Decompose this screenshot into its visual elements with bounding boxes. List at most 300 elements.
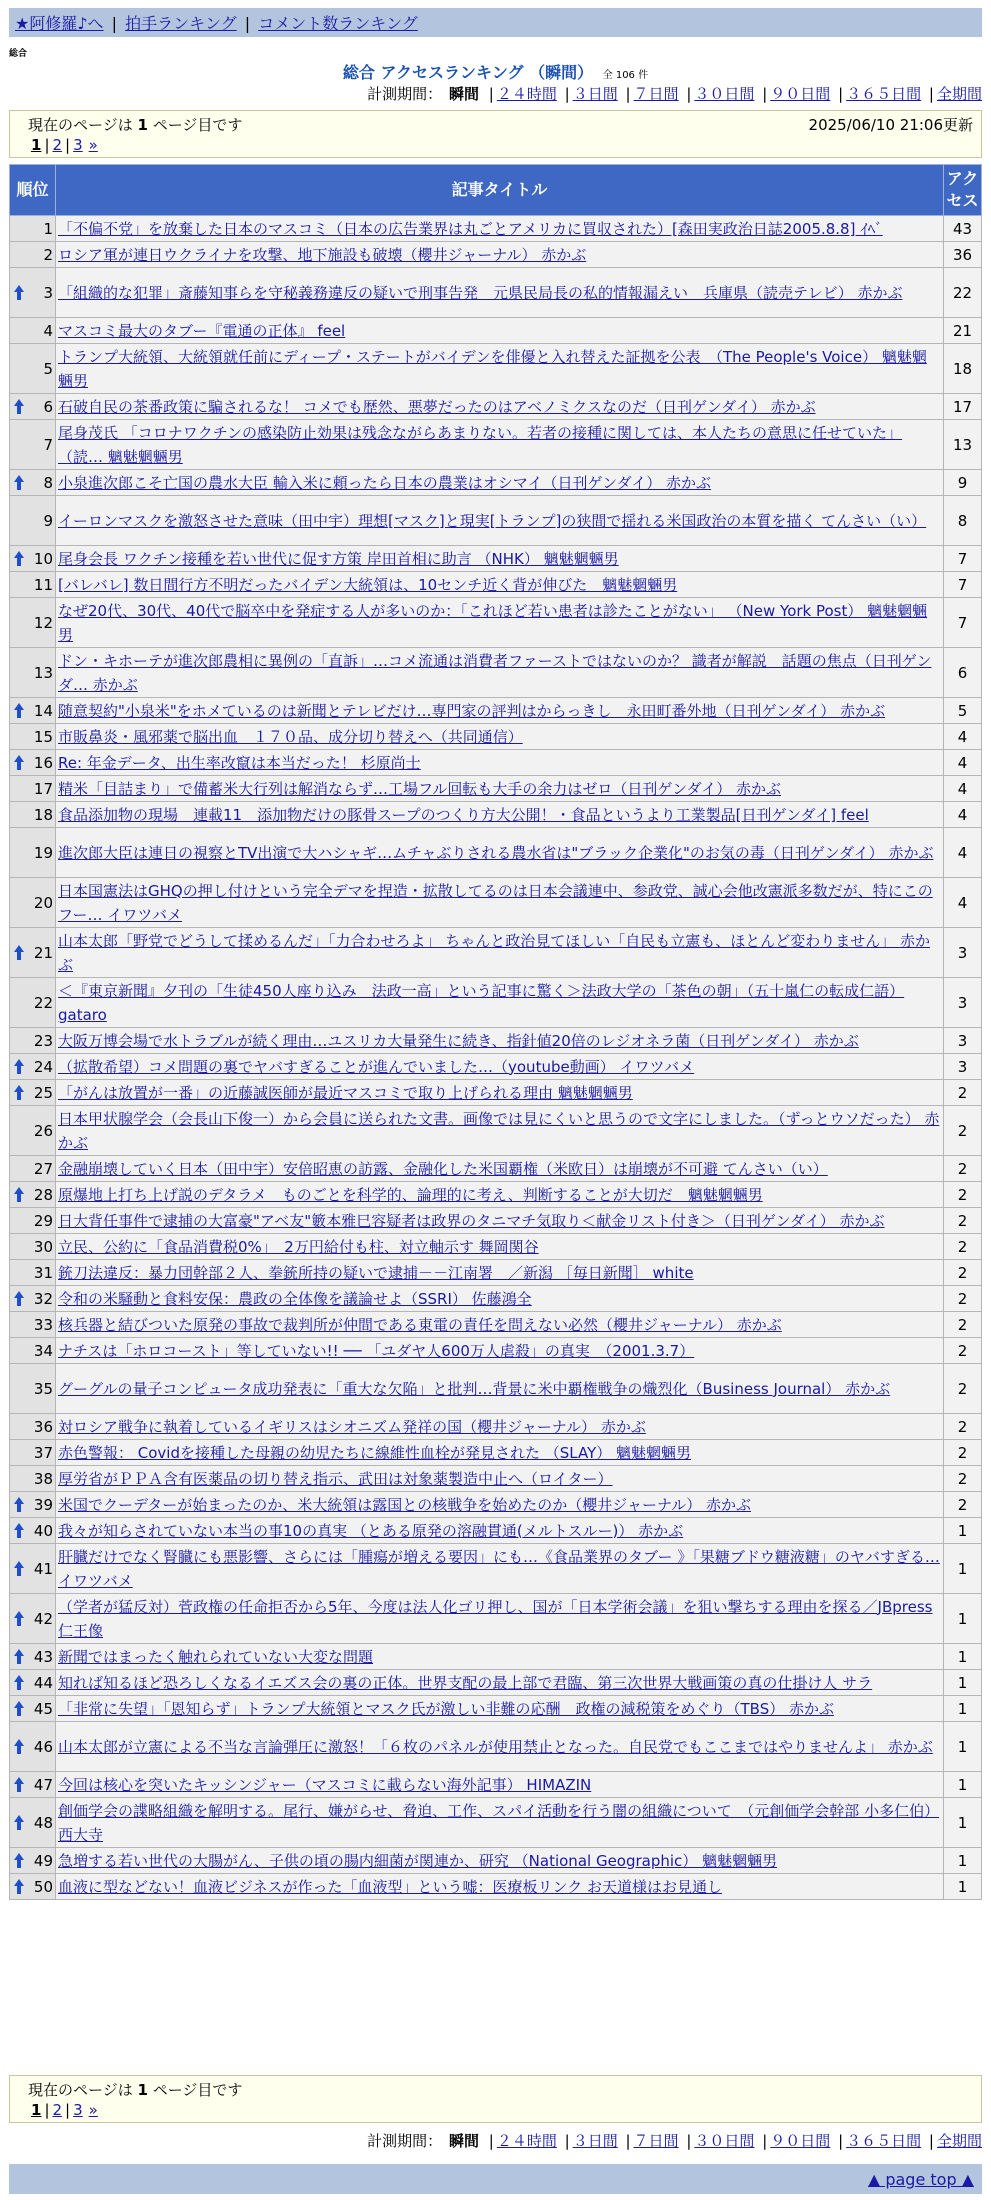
table-header-row bbox=[10, 165, 982, 216]
rank-number: 16 bbox=[33, 753, 53, 772]
title-cell bbox=[56, 1106, 944, 1156]
article-title-link[interactable]: 日大背任事件で逮捕の大富豪"アベ友"籔本雅巳容疑者は政界のタニマチ気取り＜献金リスト付き＞（日刊ゲンダイ） 赤かぶ bbox=[58, 1211, 885, 1230]
period-all-link[interactable]: 全期間 bbox=[936, 2132, 982, 2150]
rank-cell bbox=[10, 776, 56, 802]
period-3d-link[interactable]: ３日間 bbox=[572, 85, 618, 103]
access-count: 4 bbox=[944, 724, 982, 750]
table-row bbox=[10, 1670, 982, 1696]
table-row bbox=[10, 394, 982, 420]
rank-cell bbox=[10, 546, 56, 572]
article-title-link[interactable]: （学者が猛反対）菅政権の任命拒否から5年、今度は法人化ゴリ押し、国が「日本学術会議」を狙い撃ちする理由を探る／JBpress 仁王像 bbox=[58, 1597, 933, 1640]
table-row bbox=[10, 1772, 982, 1798]
period-365d-link[interactable]: ３６５日間 bbox=[846, 2132, 922, 2150]
table-row bbox=[10, 878, 982, 928]
page-status bbox=[28, 2080, 981, 2100]
rank-number: 50 bbox=[33, 1877, 53, 1896]
access-count: 1 bbox=[944, 1772, 982, 1798]
rank-cell bbox=[10, 598, 56, 648]
period-selector-top bbox=[367, 83, 982, 104]
rank-cell bbox=[10, 648, 56, 698]
page-top-link[interactable]: ▲ page top ▲ bbox=[867, 2170, 974, 2189]
rank-header-label: 順位 bbox=[16, 180, 49, 199]
rank-number: 26 bbox=[33, 1121, 53, 1140]
table-row bbox=[10, 1364, 982, 1414]
ranking-table bbox=[9, 164, 982, 1900]
title-cell bbox=[56, 978, 944, 1028]
page-current: 1 bbox=[31, 2101, 42, 2119]
access-count: 1 bbox=[944, 1644, 982, 1670]
rank-number: 32 bbox=[33, 1289, 53, 1308]
rank-number: 35 bbox=[33, 1379, 53, 1398]
article-title-link[interactable]: 対ロシア戦争に執着しているイギリスはシオニズム発祥の国（櫻井ジャーナル） 赤かぶ bbox=[58, 1417, 646, 1436]
rank-number: 46 bbox=[33, 1737, 53, 1756]
nav-separator: | bbox=[244, 14, 251, 33]
article-title-link[interactable]: 食品添加物の現場 連載11 添加物だけの豚骨スープのつくり方大公開！・食品というより工業製品[日刊ゲンダイ] feel bbox=[58, 805, 869, 824]
rank-cell bbox=[10, 1772, 56, 1798]
rank-cell bbox=[10, 1848, 56, 1874]
access-count: 3 bbox=[944, 1028, 982, 1054]
page-title bbox=[0, 60, 991, 83]
rank-cell bbox=[10, 802, 56, 828]
article-title-link[interactable]: ドン・キホーテが進次郎農相に異例の「直訴」…コメ流通は消費者ファーストではないのか？ 識者が解説 話題の焦点（日刊ゲンダ… 赤かぶ bbox=[58, 651, 932, 694]
rank-number: 17 bbox=[33, 779, 53, 798]
rank-cell bbox=[10, 1156, 56, 1182]
rank-number: 11 bbox=[33, 575, 53, 594]
article-title-link[interactable]: ロシア軍が連日ウクライナを攻撃、地下施設も破壊（櫻井ジャーナル） 赤かぶ bbox=[58, 245, 587, 264]
article-title-link[interactable]: 創価学会の諜略組織を解明する。尾行、嫌がらせ、脅迫、工作、スパイ活動を行う闇の組織について （元創価学会幹部 小多仁伯） 西大寺 bbox=[58, 1801, 940, 1844]
rank-up-arrow-icon bbox=[14, 1523, 24, 1539]
access-count: 5 bbox=[944, 698, 982, 724]
table-row bbox=[10, 724, 982, 750]
article-title-link[interactable]: 立民、公約に「食品消費税0%」 2万円給付も柱、対立軸示す 舞岡関谷 bbox=[58, 1237, 539, 1256]
rank-cell bbox=[10, 1798, 56, 1848]
access-count: 2 bbox=[944, 1182, 982, 1208]
period-separator: | bbox=[838, 85, 844, 103]
rank-up-arrow-icon bbox=[14, 755, 24, 771]
article-title-link[interactable]: 石破自民の茶番政策に騙されるな！ コメでも歴然、悪夢だったのはアベノミクスなのだ（日刊ゲンダイ） 赤かぶ bbox=[58, 397, 816, 416]
rank-number: 48 bbox=[33, 1813, 53, 1832]
article-title-link[interactable]: 「非常に失望」「恩知らず」トランプ大統領とマスク氏が激しい非難の応酬 政権の減税策をめぐり（TBS） 赤かぶ bbox=[58, 1699, 834, 1718]
article-title-link[interactable]: グーグルの量子コンピュータ成功発表に「重大な欠陥」と批判…背景に米中覇権戦争の熾烈化（Business Journal） 赤かぶ bbox=[58, 1379, 891, 1398]
title-cell bbox=[56, 724, 944, 750]
access-count: 9 bbox=[944, 470, 982, 496]
table-row bbox=[10, 318, 982, 344]
rank-number: 29 bbox=[33, 1211, 53, 1230]
table-row bbox=[10, 1492, 982, 1518]
rank-up-arrow-icon bbox=[14, 551, 24, 567]
rank-up-arrow-icon bbox=[14, 1187, 24, 1203]
table-row bbox=[10, 1722, 982, 1772]
table-row bbox=[10, 1696, 982, 1722]
article-title-link[interactable]: 日本甲状腺学会（会長山下俊一）から会員に送られた文書。画像では見にくいと思うので文字にしました。（ずっとウソだった） 赤かぶ bbox=[58, 1109, 940, 1152]
rank-cell bbox=[10, 1594, 56, 1644]
rank-number: 40 bbox=[33, 1521, 53, 1540]
access-header-label: アクセス bbox=[946, 169, 979, 210]
article-title-link[interactable]: 「がんは放置が一番」の近藤誠医師が最近マスコミで取り上げられる理由 魑魅魍魎男 bbox=[58, 1083, 633, 1102]
title-cell bbox=[56, 1874, 944, 1900]
rank-number: 5 bbox=[43, 359, 53, 378]
article-title-link[interactable]: ナチスは「ホロコースト」等していない!! ── 「ユダヤ人600万人虐殺」の真実 （2001.3.7） bbox=[58, 1341, 695, 1360]
rank-cell bbox=[10, 242, 56, 268]
rank-cell bbox=[10, 1696, 56, 1722]
article-title-link[interactable]: イーロンマスクを激怒させた意味（田中宇）理想[マスク]と現実[トランプ]の狭間で揺れる米国政治の本質を描く てんさい（い） bbox=[58, 511, 927, 530]
rank-cell bbox=[10, 1364, 56, 1414]
rank-cell bbox=[10, 1874, 56, 1900]
article-title-link[interactable]: 肝臓だけでなく腎臓にも悪影響、さらには「腫瘍が増える要因」にも…《食品業界のタブー 》「果糖ブドウ糖液糖」のヤバすぎる… イワツバメ bbox=[58, 1547, 940, 1590]
access-count: 7 bbox=[944, 546, 982, 572]
access-count: 17 bbox=[944, 394, 982, 420]
table-row bbox=[10, 242, 982, 268]
rank-cell bbox=[10, 928, 56, 978]
title-cell bbox=[56, 1518, 944, 1544]
title-cell bbox=[56, 1260, 944, 1286]
access-count: 1 bbox=[944, 1518, 982, 1544]
comment-ranking-link[interactable]: コメント数ランキング bbox=[258, 14, 418, 33]
rank-number: 44 bbox=[33, 1673, 53, 1692]
title-header bbox=[56, 165, 944, 216]
rank-number: 22 bbox=[33, 993, 53, 1012]
access-count: 2 bbox=[944, 1208, 982, 1234]
title-cell bbox=[56, 1722, 944, 1772]
table-row bbox=[10, 1518, 982, 1544]
rank-cell bbox=[10, 1028, 56, 1054]
rank-cell bbox=[10, 318, 56, 344]
table-row bbox=[10, 344, 982, 394]
article-title-link[interactable]: 今回は核心を突いたキッシンジャー（マスコミに載らない海外記事） HIMAZIN bbox=[58, 1775, 592, 1794]
ranking-rows bbox=[10, 216, 982, 1900]
rank-cell bbox=[10, 1644, 56, 1670]
rank-cell bbox=[10, 216, 56, 242]
category-label: 総合 bbox=[9, 49, 28, 59]
title-cell bbox=[56, 1080, 944, 1106]
title-cell bbox=[56, 648, 944, 698]
rank-number: 19 bbox=[33, 843, 53, 862]
article-title-link[interactable]: トランプ大統領、大統領就任前にディープ・ステートがバイデンを俳優と入れ替えた証拠を公表 （The People's Voice） 魑魅魍魎男 bbox=[58, 347, 927, 390]
table-row bbox=[10, 978, 982, 1028]
article-title-link[interactable]: Re: 年金データ、出生率改竄は本当だった！ 杉原尚士 bbox=[58, 753, 421, 772]
article-title-link[interactable]: 「不偏不党」を放棄した日本のマスコミ（日本の広告業界は丸ごとアメリカに買収された）[森田実政治日誌2005.8.8] ｲﾍﾞ bbox=[58, 219, 883, 238]
rank-up-arrow-icon bbox=[14, 1059, 24, 1075]
table-row bbox=[10, 470, 982, 496]
article-title-link[interactable]: 山本太郎が立憲による不当な言論弾圧に激怒！「６枚のパネルが使用禁止となった。自民党でもここまではやりませんよ」 赤かぶ bbox=[58, 1737, 933, 1756]
article-title-link[interactable]: マスコミ最大のタブー『電通の正体』 feel bbox=[58, 321, 346, 340]
article-title-link[interactable]: 新聞ではまったく触れられていない大変な問題 bbox=[58, 1647, 374, 1666]
access-count: 4 bbox=[944, 828, 982, 878]
rank-cell bbox=[10, 1312, 56, 1338]
access-count: 1 bbox=[944, 1544, 982, 1594]
rank-number: 10 bbox=[33, 549, 53, 568]
access-count: 1 bbox=[944, 1848, 982, 1874]
table-row bbox=[10, 1312, 982, 1338]
rank-cell bbox=[10, 572, 56, 598]
period-separator: | bbox=[488, 85, 494, 103]
title-cell bbox=[56, 1234, 944, 1260]
article-title-link[interactable]: 随意契約"小泉米"をホメているのは新聞とテレビだけ…専門家の評判はからっきし 永田町番外地（日刊ゲンダイ） 赤かぶ bbox=[58, 701, 886, 720]
title-cell bbox=[56, 572, 944, 598]
title-cell bbox=[56, 878, 944, 928]
page-separator: | bbox=[65, 136, 71, 154]
table-row bbox=[10, 1080, 982, 1106]
rank-up-arrow-icon bbox=[14, 1611, 24, 1627]
article-title-link[interactable]: 市販鼻炎・風邪薬で脳出血 １７０品、成分切り替えへ（共同通信） bbox=[58, 727, 523, 746]
rank-number: 23 bbox=[33, 1031, 53, 1050]
title-cell bbox=[56, 1798, 944, 1848]
rank-cell bbox=[10, 1260, 56, 1286]
article-title-link[interactable]: 尾身会長 ワクチン接種を若い世代に促す方策 岸田首相に助言 （NHK） 魑魅魍魎男 bbox=[58, 549, 619, 568]
page-3-link[interactable]: 3 bbox=[73, 2101, 83, 2119]
period-separator: | bbox=[488, 2132, 494, 2150]
title-cell bbox=[56, 496, 944, 546]
access-count: 2 bbox=[944, 1260, 982, 1286]
rank-up-arrow-icon bbox=[14, 399, 24, 415]
title-cell bbox=[56, 344, 944, 394]
rank-up-arrow-icon bbox=[14, 1649, 24, 1665]
table-row bbox=[10, 572, 982, 598]
table-row bbox=[10, 1440, 982, 1466]
home-link[interactable]: ★阿修羅♪へ bbox=[15, 14, 104, 33]
next-page-link[interactable]: » bbox=[88, 2101, 98, 2119]
table-row bbox=[10, 1106, 982, 1156]
article-title-link[interactable]: 日本国憲法はGHQの押し付けという完全デマを捏造・拡散してるのは日本会議連中、参政党、誠心会他改憲派多数だが、特にこのフー… イワツバメ bbox=[58, 881, 933, 924]
period-separator: | bbox=[928, 85, 934, 103]
rank-number: 8 bbox=[43, 473, 53, 492]
access-count: 2 bbox=[944, 1312, 982, 1338]
rank-cell bbox=[10, 978, 56, 1028]
article-title-link[interactable]: 尾身茂氏 「コロナワクチンの感染防止効果は残念ながらあまりない。若者の接種に関しては、本人たちの意思に任せていた」 （読… 魑魅魍魎男 bbox=[58, 423, 903, 466]
article-title-link[interactable]: 「組織的な犯罪」斎藤知事らを守秘義務違反の疑いで刑事告発 元県民局長の私的情報漏えい 兵庫県（読売テレビ） 赤かぶ bbox=[58, 283, 903, 302]
article-title-link[interactable]: 精米「目詰まり」で備蓄米大行列は解消ならず…工場フル回転も大手の余力はゼロ（日刊ゲンダイ） 赤かぶ bbox=[58, 779, 781, 798]
rank-cell bbox=[10, 724, 56, 750]
rank-number: 13 bbox=[33, 663, 53, 682]
period-30d-link[interactable]: ３０日間 bbox=[694, 2132, 755, 2150]
table-row bbox=[10, 648, 982, 698]
rank-up-arrow-icon bbox=[14, 1085, 24, 1101]
title-cell bbox=[56, 1466, 944, 1492]
article-title-link[interactable]: 大阪万博会場で水トラブルが続く理由…ユスリカ大量発生に続き、指針値20倍のレジオネラ菌（日刊ゲンダイ） 赤かぶ bbox=[58, 1031, 859, 1050]
table-row bbox=[10, 1156, 982, 1182]
access-count: 4 bbox=[944, 802, 982, 828]
access-count: 21 bbox=[944, 318, 982, 344]
table-row bbox=[10, 496, 982, 546]
rank-number: 4 bbox=[43, 321, 53, 340]
access-count: 22 bbox=[944, 268, 982, 318]
period-separator: | bbox=[625, 85, 631, 103]
rank-cell bbox=[10, 1466, 56, 1492]
period-all-link[interactable]: 全期間 bbox=[936, 85, 982, 103]
access-count: 2 bbox=[944, 1466, 982, 1492]
rank-number: 2 bbox=[43, 245, 53, 264]
period-3d-link[interactable]: ３日間 bbox=[572, 2132, 618, 2150]
title-cell bbox=[56, 1772, 944, 1798]
title-cell bbox=[56, 1544, 944, 1594]
article-title-link[interactable]: 米国でクーデターが始まったのか、米大統領は露国との核戦争を始めたのか（櫻井ジャーナル） 赤かぶ bbox=[58, 1495, 751, 1514]
period-90d-link[interactable]: ９０日間 bbox=[770, 2132, 831, 2150]
table-row bbox=[10, 1594, 982, 1644]
title-cell bbox=[56, 698, 944, 724]
period-separator: | bbox=[762, 2132, 768, 2150]
rank-cell bbox=[10, 1106, 56, 1156]
title-cell bbox=[56, 1312, 944, 1338]
access-count: 2 bbox=[944, 1286, 982, 1312]
access-count: 13 bbox=[944, 420, 982, 470]
access-count: 1 bbox=[944, 1696, 982, 1722]
article-title-link[interactable]: なぜ20代、30代、40代で脳卒中を発症する人が多いのか：「これほど若い患者は診たことがない」 （New York Post） 魑魅魍魎男 bbox=[58, 601, 928, 644]
access-count: 2 bbox=[944, 1492, 982, 1518]
ranking-title: 総合 アクセスランキング （瞬間） bbox=[342, 63, 594, 82]
paging-box-top bbox=[9, 110, 982, 158]
article-title-link[interactable]: 核兵器と結びついた原発の事故で裁判所が仲間である東電の責任を問えない必然（櫻井ジャーナル） 赤かぶ bbox=[58, 1315, 782, 1334]
page-status-suffix: ページ目です bbox=[152, 116, 243, 134]
rank-number: 37 bbox=[33, 1443, 53, 1462]
rank-number: 36 bbox=[33, 1417, 53, 1436]
access-count: 1 bbox=[944, 1874, 982, 1900]
rank-number: 21 bbox=[33, 943, 53, 962]
access-count: 2 bbox=[944, 1364, 982, 1414]
article-title-link[interactable]: 金融崩壊していく日本（田中宇）安倍昭恵の訪露、金融化した米国覇権（米欧日）は崩壊が不可避 てんさい（い） bbox=[58, 1159, 828, 1178]
period-24h-link[interactable]: ２４時間 bbox=[496, 85, 557, 103]
article-title-link[interactable]: 知れば知るほど恐ろしくなるイエズス会の裏の正体。世界支配の最上部で君臨、第三次世界大戦画策の真の仕掛け人 サラ bbox=[58, 1673, 873, 1692]
access-count: 3 bbox=[944, 1054, 982, 1080]
page-2-link[interactable]: 2 bbox=[52, 2101, 63, 2119]
table-row bbox=[10, 1260, 982, 1286]
page-status-prefix: 現在のページは bbox=[28, 2081, 133, 2099]
table-row bbox=[10, 216, 982, 242]
access-count: 7 bbox=[944, 598, 982, 648]
article-title-link[interactable]: 我々が知らされていない本当の事10の真実 （とある原発の溶融貫通(メルトスルー)） 赤かぶ bbox=[58, 1521, 684, 1540]
period-separator: | bbox=[928, 2132, 934, 2150]
page-2-link[interactable]: 2 bbox=[52, 136, 63, 154]
article-title-link[interactable]: 血液に型などない！血液ビジネスが作った「血液型」という嘘：医療板リンク お天道様はお見通し bbox=[58, 1877, 723, 1896]
title-cell bbox=[56, 1594, 944, 1644]
period-24h-link[interactable]: ２４時間 bbox=[496, 2132, 557, 2150]
article-title-link[interactable]: 小泉進次郎こそ亡国の農水大臣 輸入米に頼ったら日本の農業はオシマイ（日刊ゲンダイ） 赤かぶ bbox=[58, 473, 712, 492]
title-cell bbox=[56, 750, 944, 776]
rank-number: 27 bbox=[33, 1159, 53, 1178]
title-cell bbox=[56, 1338, 944, 1364]
pagination bbox=[28, 2100, 981, 2120]
table-row bbox=[10, 268, 982, 318]
rank-up-arrow-icon bbox=[14, 1561, 24, 1577]
title-cell bbox=[56, 828, 944, 878]
table-row bbox=[10, 1848, 982, 1874]
rank-cell bbox=[10, 420, 56, 470]
article-title-link[interactable]: 山本太郎「野党でどうして揉めるんだ」「力合わせろよ」 ちゃんと政治見てほしい「自民も立憲も、ほとんど変わりません」 赤かぶ bbox=[58, 931, 931, 974]
table-row bbox=[10, 1466, 982, 1492]
access-count: 6 bbox=[944, 648, 982, 698]
article-title-link[interactable]: 急増する若い世代の大腸がん、子供の頃の腸内細菌が関連か、研究 （National Geographic） 魑魅魍魎男 bbox=[58, 1851, 778, 1870]
rank-number: 9 bbox=[43, 511, 53, 530]
table-row bbox=[10, 776, 982, 802]
access-count: 3 bbox=[944, 928, 982, 978]
rank-cell bbox=[10, 1440, 56, 1466]
article-title-link[interactable]: 進次郎大臣は連日の視察とTV出演で大ハシャギ…ムチャぶりされる農水省は"ブラック企業化"のお気の毒（日刊ゲンダイ） 赤かぶ bbox=[58, 843, 934, 862]
rank-number: 42 bbox=[33, 1609, 53, 1628]
title-cell bbox=[56, 1054, 944, 1080]
table-row bbox=[10, 420, 982, 470]
article-title-link[interactable]: ＜『東京新聞』夕刊の「生徒450人座り込み 法政一高」という記事に驚く＞法政大学の「茶色の朝」（五十嵐仁の転成仁語） gataro bbox=[58, 981, 905, 1024]
rank-number: 18 bbox=[33, 805, 53, 824]
rank-up-arrow-icon bbox=[14, 1701, 24, 1717]
article-title-link[interactable]: [バレバレ] 数日間行方不明だったバイデン大統領は、10センチ近く背が伸びた 魑魅魍魎男 bbox=[58, 575, 678, 594]
table-row bbox=[10, 802, 982, 828]
title-cell bbox=[56, 1028, 944, 1054]
period-separator: | bbox=[564, 2132, 570, 2150]
page-separator: | bbox=[65, 2101, 71, 2119]
rank-number: 30 bbox=[33, 1237, 53, 1256]
access-count: 2 bbox=[944, 1440, 982, 1466]
period-30d-link[interactable]: ３０日間 bbox=[694, 85, 755, 103]
access-count: 2 bbox=[944, 1080, 982, 1106]
rank-up-arrow-icon bbox=[14, 1739, 24, 1755]
rank-number: 39 bbox=[33, 1495, 53, 1514]
rank-cell bbox=[10, 750, 56, 776]
access-count: 2 bbox=[944, 1234, 982, 1260]
access-count: 4 bbox=[944, 776, 982, 802]
clap-ranking-link[interactable]: 拍手ランキング bbox=[125, 14, 237, 33]
title-header-label: 記事タイトル bbox=[451, 180, 548, 199]
period-7d-link[interactable]: ７日間 bbox=[633, 2132, 679, 2150]
rank-up-arrow-icon bbox=[14, 1853, 24, 1869]
period-7d-link[interactable]: ７日間 bbox=[633, 85, 679, 103]
next-page-link[interactable]: » bbox=[88, 136, 98, 154]
article-title-link[interactable]: 銃刀法違反：暴力団幹部２人、拳銃所持の疑いで逮捕－－江南署 ／新潟 ［毎日新聞］ white bbox=[58, 1263, 694, 1282]
period-current: 瞬間 bbox=[448, 85, 479, 103]
rank-up-arrow-icon bbox=[14, 1497, 24, 1513]
access-count: 8 bbox=[944, 496, 982, 546]
period-separator: | bbox=[762, 85, 768, 103]
rank-number: 38 bbox=[33, 1469, 53, 1488]
rank-cell bbox=[10, 1670, 56, 1696]
rank-up-arrow-icon bbox=[14, 475, 24, 491]
article-title-link[interactable]: 原爆地上打ち上げ説のデタラメ ものごとを科学的、論理的に考え、判断することが大切だ 魑魅魍魎男 bbox=[58, 1185, 763, 1204]
period-separator: | bbox=[686, 2132, 692, 2150]
title-cell bbox=[56, 1182, 944, 1208]
access-count: 1 bbox=[944, 1670, 982, 1696]
page-3-link[interactable]: 3 bbox=[73, 136, 83, 154]
article-title-link[interactable]: 厚労省がＰＰＡ含有医薬品の切り替え指示、武田は対象薬製造中止へ（ロイター） bbox=[58, 1469, 613, 1488]
period-separator: | bbox=[686, 85, 692, 103]
period-90d-link[interactable]: ９０日間 bbox=[770, 85, 831, 103]
rank-cell bbox=[10, 878, 56, 928]
rank-number: 49 bbox=[33, 1851, 53, 1870]
access-count: 1 bbox=[944, 1594, 982, 1644]
title-cell bbox=[56, 776, 944, 802]
article-title-link[interactable]: （拡散希望）コメ問題の裏でヤバすぎることが進んでいました…（youtube動画） イワツバメ bbox=[58, 1057, 695, 1076]
table-row bbox=[10, 1414, 982, 1440]
rank-number: 24 bbox=[33, 1057, 53, 1076]
rank-number: 47 bbox=[33, 1775, 53, 1794]
article-title-link[interactable]: 赤色警報： Covidを接種した母親の幼児たちに線維性血栓が発見された （SLAY） 魑魅魍魎男 bbox=[58, 1443, 692, 1462]
rank-number: 12 bbox=[33, 613, 53, 632]
table-row bbox=[10, 1874, 982, 1900]
article-title-link[interactable]: 令和の米騒動と食料安保：農政の全体像を議論せよ（SSRI） 佐藤鴻全 bbox=[58, 1289, 532, 1308]
title-cell bbox=[56, 1208, 944, 1234]
page-status-current: 1 bbox=[137, 116, 148, 134]
rank-cell bbox=[10, 1054, 56, 1080]
title-cell bbox=[56, 1644, 944, 1670]
title-cell bbox=[56, 1286, 944, 1312]
rank-up-arrow-icon bbox=[14, 1777, 24, 1793]
rank-cell bbox=[10, 394, 56, 420]
rank-number: 31 bbox=[33, 1263, 53, 1282]
table-row bbox=[10, 750, 982, 776]
title-cell bbox=[56, 242, 944, 268]
title-cell bbox=[56, 318, 944, 344]
title-cell bbox=[56, 802, 944, 828]
title-cell bbox=[56, 1414, 944, 1440]
period-separator: | bbox=[564, 85, 570, 103]
period-365d-link[interactable]: ３６５日間 bbox=[846, 85, 922, 103]
